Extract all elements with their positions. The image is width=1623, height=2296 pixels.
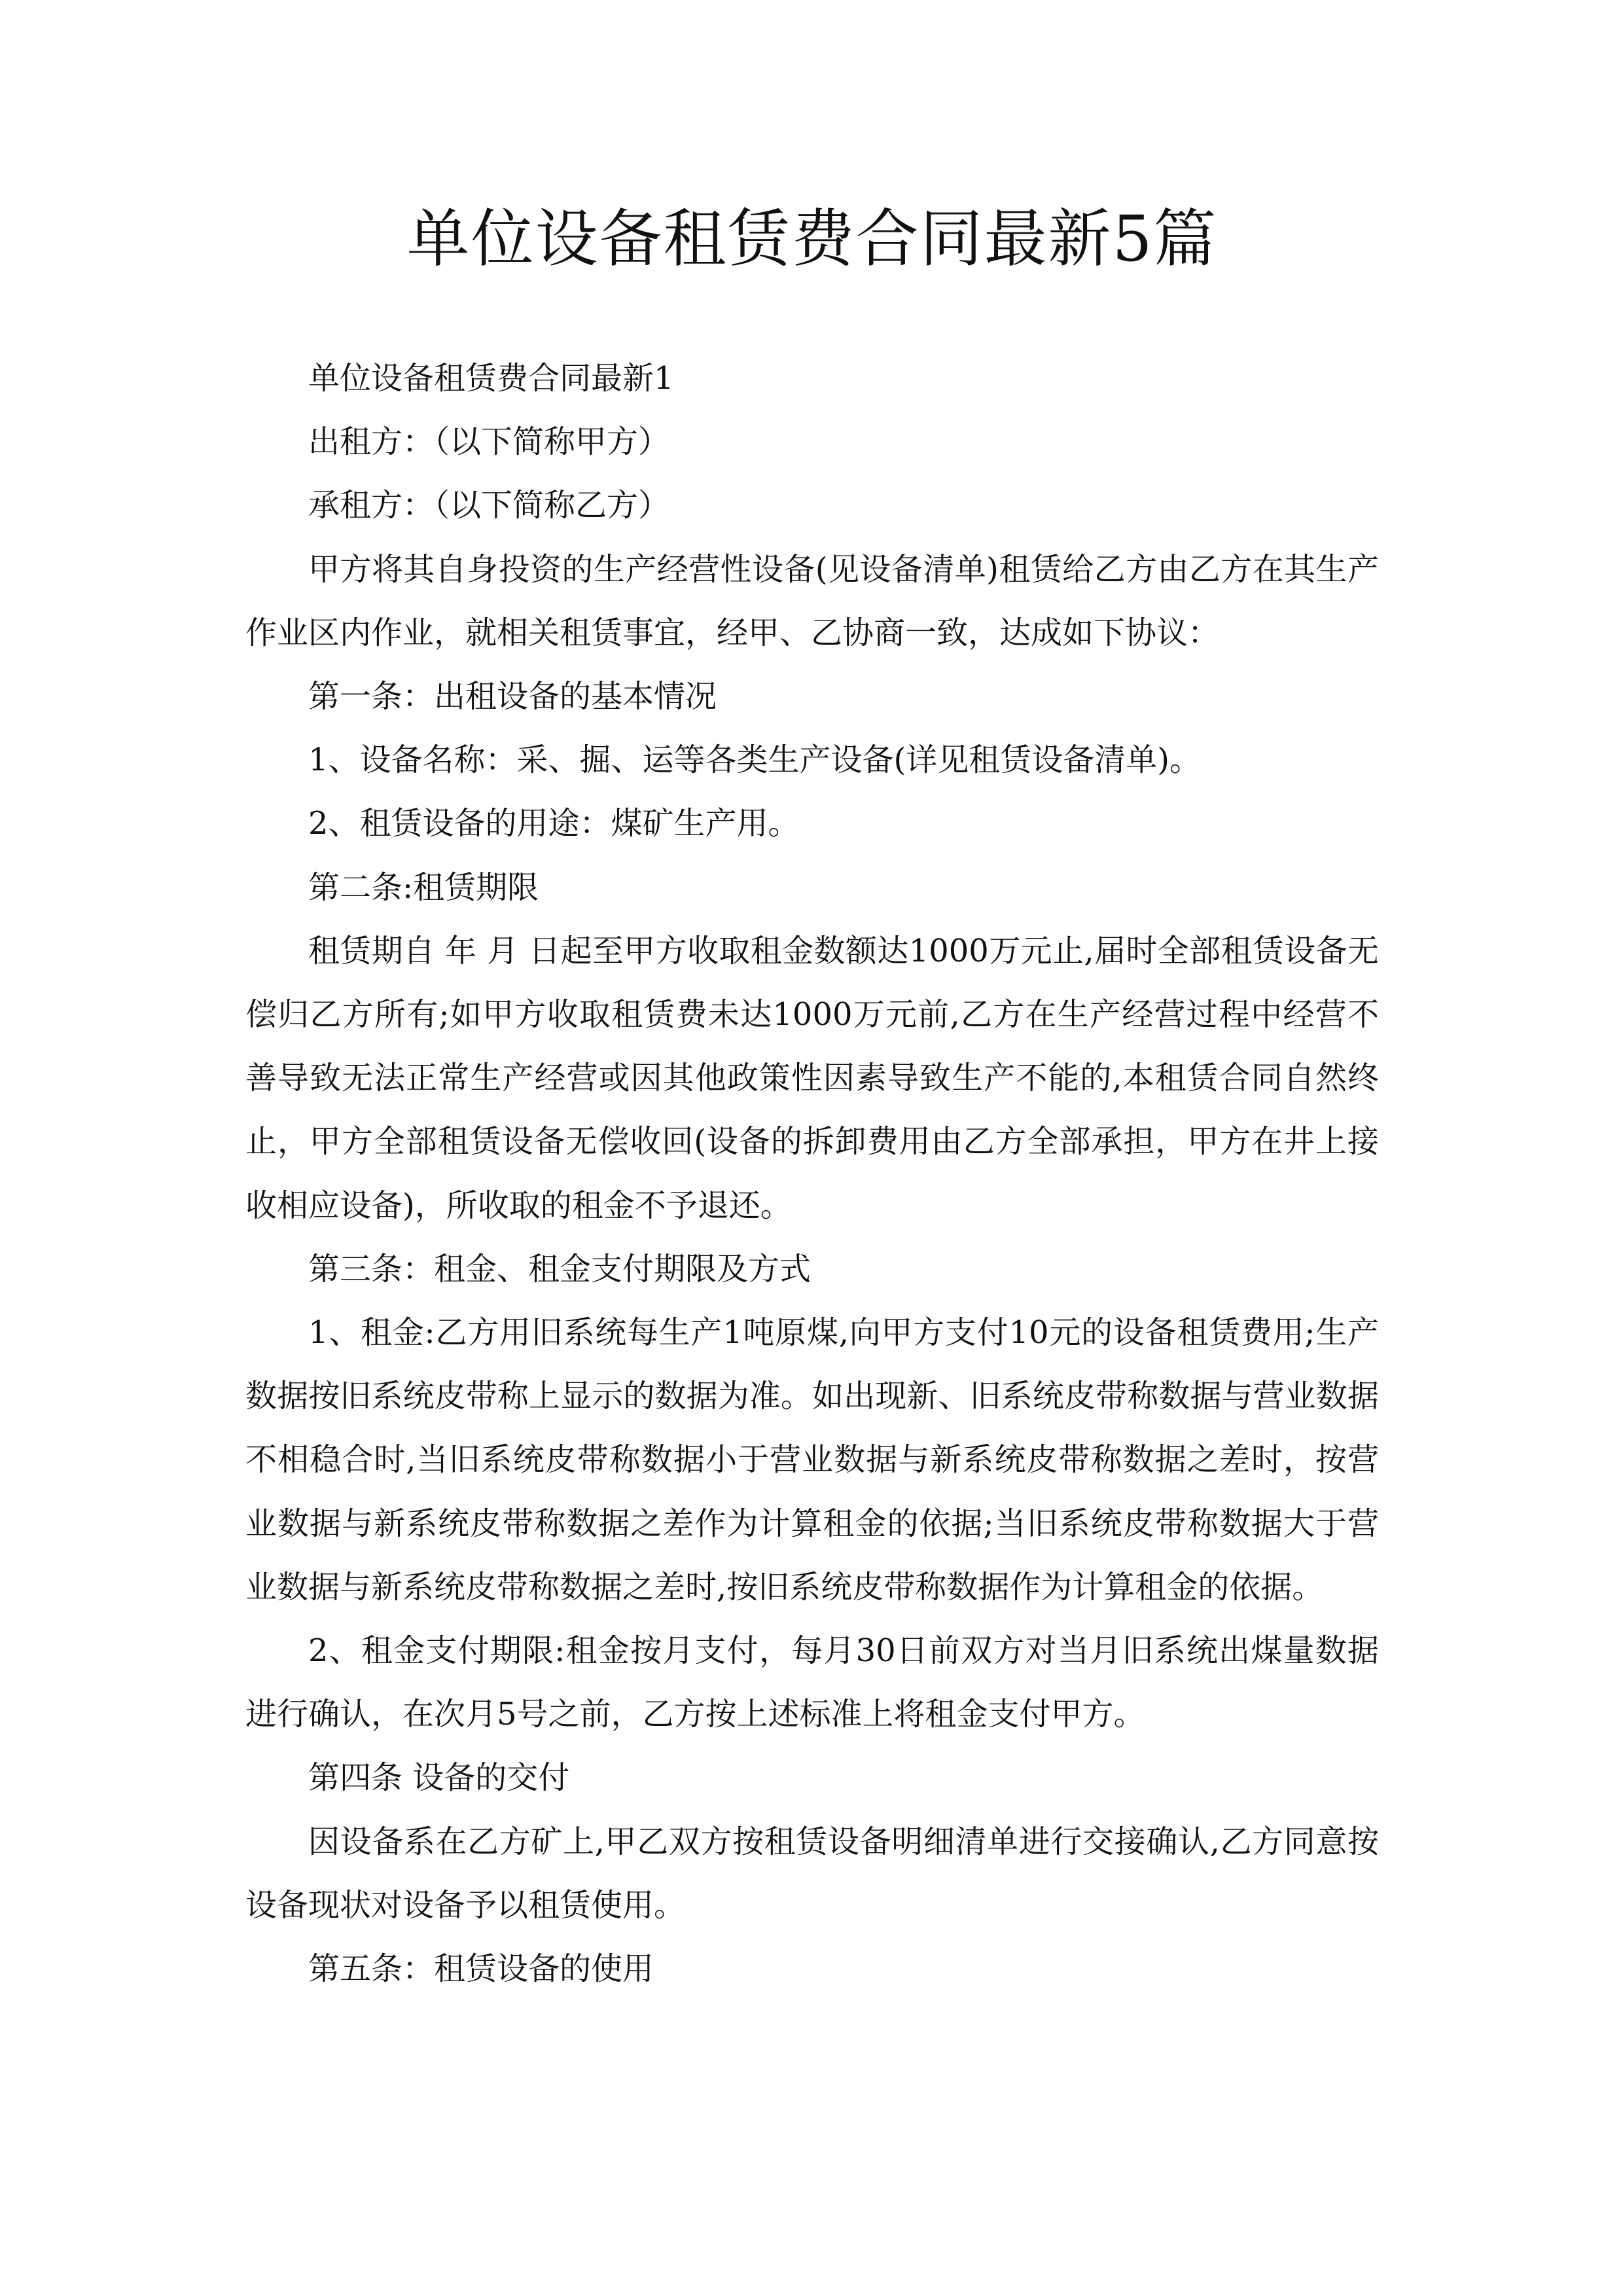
document-body — [245, 347, 1379, 2001]
document-title: 单位设备租赁费合同最新5篇 — [406, 202, 1218, 276]
article-3-item-2: 2、租金支付期限:租金按月支付，每月30日前双方对当月旧系统出煤量数据进行确认，在次月5号之前，乙方按上述标准上将租金支付甲方。 — [245, 1632, 1379, 1733]
article-1-item-2: 2、租赁设备的用途：煤矿生产用。 — [308, 805, 800, 842]
article-2-paragraph: 租赁期自 年 月 日起至甲方收取租金数额达1000万元止,届时全部租赁设备无偿归乙方所有;如甲方收取租赁费未达1000万元前,乙方在生产经营过程中经营不善导致无法正常生产经营或因其他政策性因素导致生产不能的,本租赁合同自然终止，甲方全部租赁设备无偿收回(设备的拆卸费用由乙方全部承担，甲方在井上接收相应设备)，所收取的租金不予退还。 — [245, 932, 1379, 1224]
article-4-paragraph: 因设备系在乙方矿上,甲乙双方按租赁设备明细清单进行交接确认,乙方同意按设备现状对设备予以租赁使用。 — [245, 1823, 1379, 1924]
preamble-paragraph: 甲方将其自身投资的生产经营性设备(见设备清单)租赁给乙方由乙方在其生产作业区内作业，就相关租赁事宜，经甲、乙协商一致，达成如下协议： — [245, 550, 1379, 651]
article-5-heading: 第五条：租赁设备的使用 — [308, 1950, 654, 1988]
article-4-heading: 第四条 设备的交付 — [308, 1759, 570, 1797]
article-3-item-1: 1、租金:乙方用旧系统每生产1吨原煤,向甲方支付10元的设备租赁费用;生产数据按旧系统皮带称上显示的数据为准。如出现新、旧系统皮带称数据与营业数据不相稳合时,当旧系统皮带称数据小于营业数据与新系统皮带称数据之差时，按营业数据与新系统皮带称数据之差作为计算租金的依据;当旧系统皮带称数据大于营业数据与新系统皮带称数据之差时,按旧系统皮带称数据作为计算租金的依据。 — [245, 1314, 1379, 1605]
article-1-heading: 第一条：出租设备的基本情况 — [308, 678, 717, 715]
contract-subtitle: 单位设备租赁费合同最新1 — [308, 360, 674, 397]
lessor-line: 出租方：（以下简称甲方） — [308, 423, 670, 461]
article-1-item-1: 1、设备名称：采、掘、运等各类生产设备(详见租赁设备清单)。 — [308, 742, 1201, 779]
lessee-line: 承租方：（以下简称乙方） — [308, 487, 670, 524]
article-3-heading: 第三条：租金、租金支付期限及方式 — [308, 1250, 812, 1287]
article-2-heading: 第二条:租赁期限 — [308, 869, 539, 906]
